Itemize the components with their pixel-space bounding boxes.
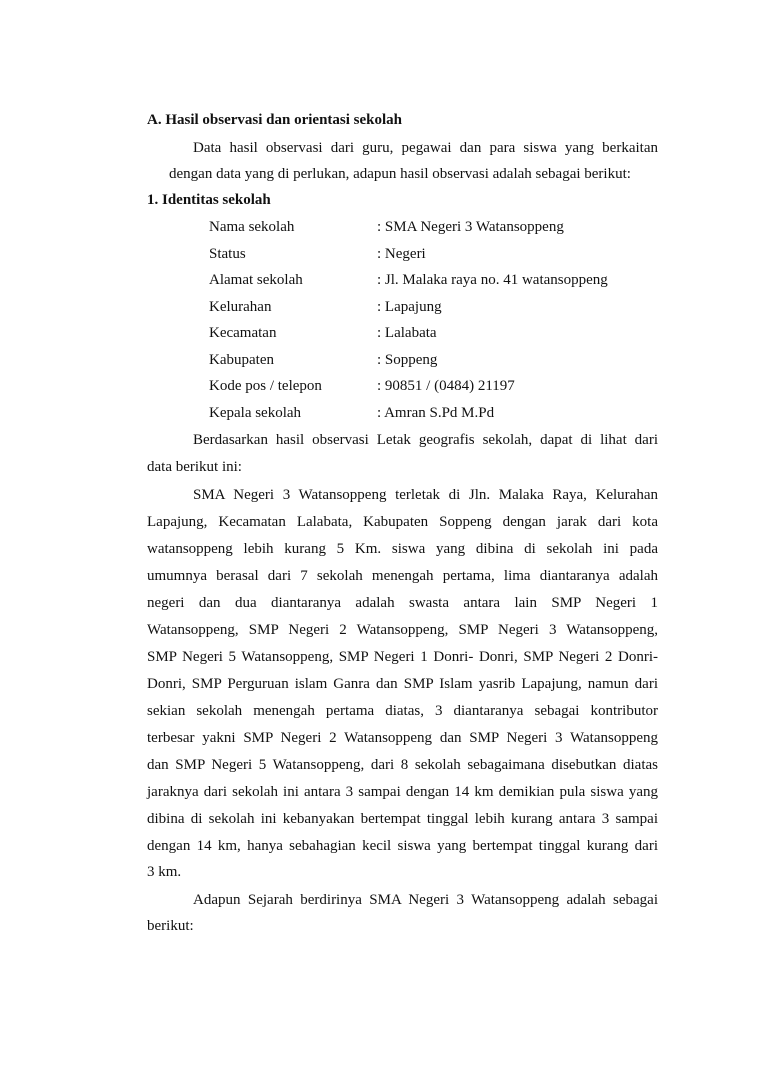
geo-line-1: Berdasarkan hasil observasi Letak geografis sekolah, dapat di lihat dari bbox=[193, 432, 658, 448]
body-line: Lapajung, Kecamatan Lalabata, Kabupaten Soppeng dengan jarak dari kota bbox=[147, 514, 658, 530]
body-line: sekian sekolah menengah pertama diatas, 3 diantaranya sebagai kontributor bbox=[147, 703, 658, 719]
identity-row bbox=[0, 323, 768, 343]
identity-value: : Lapajung bbox=[377, 299, 442, 315]
identity-heading: 1. Identitas sekolah bbox=[147, 192, 271, 208]
body-line: jaraknya dari sekolah ini antara 3 sampai dengan 14 km demikian pula siswa yang bbox=[147, 784, 658, 800]
identity-label: Kepala sekolah bbox=[209, 405, 302, 421]
body-line: dibina di sekolah ini kebanyakan bertempat tinggal lebih kurang antara 3 sampai bbox=[147, 811, 658, 827]
geo-line-2: data berikut ini: bbox=[147, 459, 242, 475]
body-line: dan SMP Negeri 5 Watansoppeng, dari 8 sekolah sebagaimana disebutkan diatas bbox=[147, 757, 658, 773]
identity-row bbox=[0, 350, 768, 370]
identity-label: Kode pos / telepon bbox=[209, 378, 322, 394]
identity-value: : Jl. Malaka raya no. 41 watansoppeng bbox=[377, 272, 608, 288]
identity-value: : 90851 / (0484) 21197 bbox=[377, 378, 515, 394]
history-line-1: Adapun Sejarah berdirinya SMA Negeri 3 Watansoppeng adalah sebagai bbox=[193, 892, 658, 908]
identity-row bbox=[0, 270, 768, 290]
identity-row bbox=[0, 244, 768, 264]
identity-label: Kecamatan bbox=[209, 325, 277, 341]
body-line: SMP Negeri 5 Watansoppeng, SMP Negeri 1 Donri- Donri, SMP Negeri 2 Donri- bbox=[147, 649, 658, 665]
body-line: dengan 14 km, hanya sebahagian kecil siswa yang bertempat tinggal kurang dari bbox=[147, 838, 658, 854]
intro-line-2: dengan data yang di perlukan, adapun hasil observasi adalah sebagai berikut: bbox=[169, 166, 631, 182]
identity-row bbox=[0, 217, 768, 237]
identity-label: Alamat sekolah bbox=[209, 272, 303, 288]
identity-value: : Lalabata bbox=[377, 325, 437, 341]
history-line-2: berikut: bbox=[147, 918, 194, 934]
body-line: Watansoppeng, SMP Negeri 2 Watansoppeng, SMP Negeri 3 Watansoppeng, bbox=[147, 622, 658, 638]
identity-row bbox=[0, 403, 768, 423]
identity-row bbox=[0, 297, 768, 317]
identity-label: Kabupaten bbox=[209, 352, 274, 368]
body-line: watansoppeng lebih kurang 5 Km. siswa yang dibina di sekolah ini pada bbox=[147, 541, 658, 557]
body-line: umumnya berasal dari 7 sekolah menengah pertama, lima diantaranya adalah bbox=[147, 568, 658, 584]
identity-label: Nama sekolah bbox=[209, 219, 295, 235]
identity-value: : Soppeng bbox=[377, 352, 438, 368]
body-line: Donri, SMP Perguruan islam Ganra dan SMP Islam yasrib Lapajung, namun dari bbox=[147, 676, 658, 692]
body-line: terbesar yakni SMP Negeri 2 Watansoppeng dan SMP Negeri 3 Watansoppeng bbox=[147, 730, 658, 746]
identity-label: Status bbox=[209, 246, 246, 262]
identity-value: : Negeri bbox=[377, 246, 426, 262]
body-line: SMA Negeri 3 Watansoppeng terletak di Jln. Malaka Raya, Kelurahan bbox=[193, 487, 658, 503]
identity-row bbox=[0, 376, 768, 396]
section-a-heading: A. Hasil observasi dan orientasi sekolah bbox=[147, 112, 403, 128]
identity-value: : Amran S.Pd M.Pd bbox=[377, 405, 495, 421]
intro-line-1: Data hasil observasi dari guru, pegawai dan para siswa yang berkaitan bbox=[193, 140, 658, 156]
body-line: negeri dan dua diantaranya adalah swasta antara lain SMP Negeri 1 bbox=[147, 595, 658, 611]
identity-value: : SMA Negeri 3 Watansoppeng bbox=[377, 219, 564, 235]
identity-label: Kelurahan bbox=[209, 299, 272, 315]
body-line: 3 km. bbox=[147, 864, 182, 880]
